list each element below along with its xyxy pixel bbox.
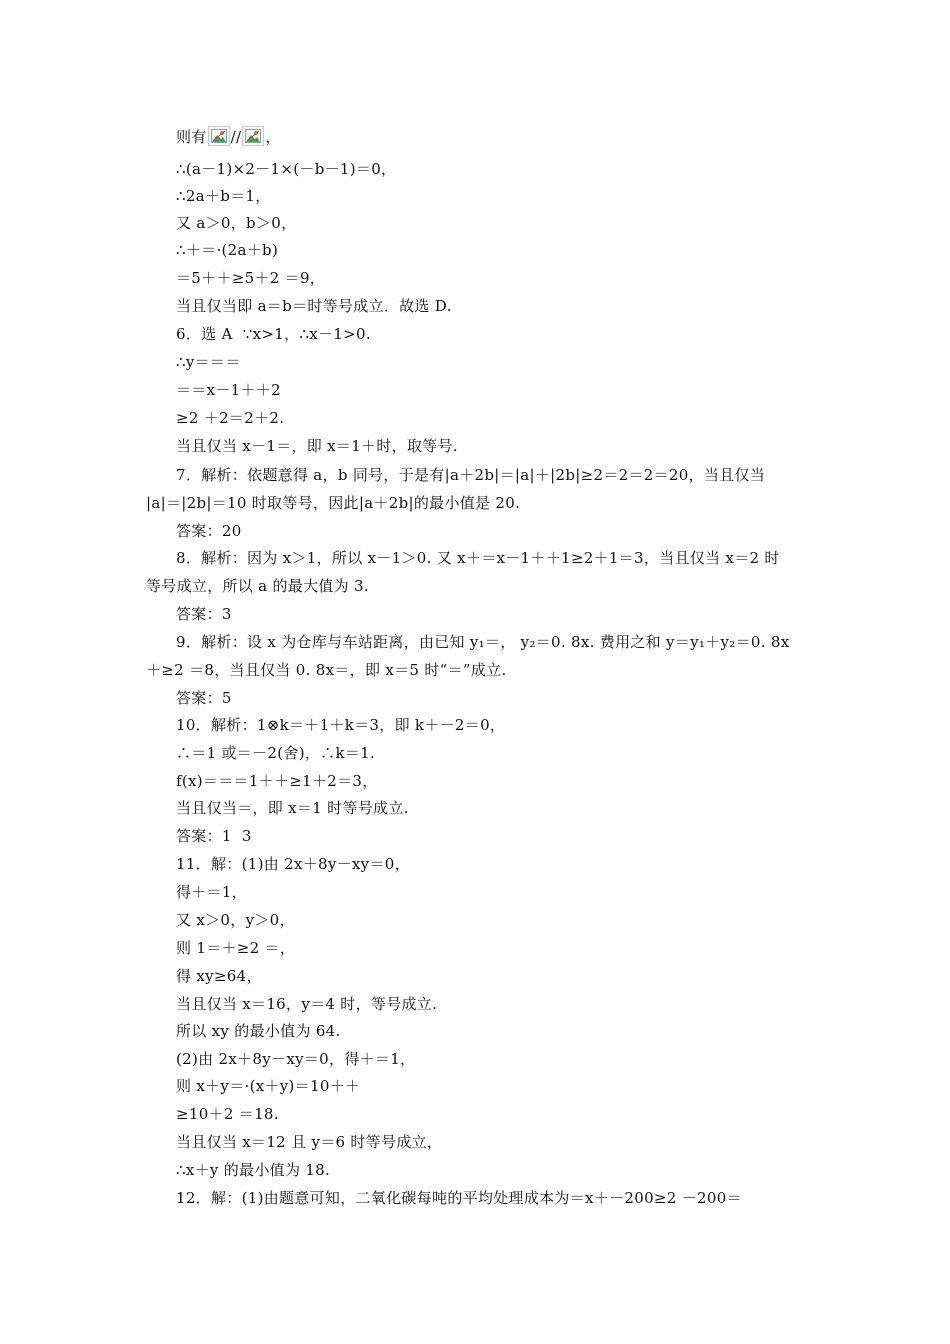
text-line: 11．解：(1)由 2x＋8y－xy＝0，: [176, 855, 410, 873]
text-line: ∴＋＝·(2a＋b): [176, 241, 279, 259]
text-line: 又 a＞0，b＞0，: [176, 214, 297, 232]
text-line: 则 1＝＋≥2 ＝，: [176, 939, 296, 957]
line-1: [176, 126, 281, 147]
text-line: 12．解：(1)由题意可知，二氧化碳每吨的平均处理成本为＝x＋－200≥2 －200＝: [176, 1189, 742, 1207]
text: //: [230, 128, 242, 146]
broken-image-icon: [242, 126, 264, 146]
text-line: 6．选 A ∵x>1，∴x－1>0.: [176, 325, 371, 343]
text-line: 7．解析：依题意得 a，b 同号，于是有|a＋2b|＝|a|＋|2b|≥2＝2＝2＝20，当且仅当: [176, 466, 766, 484]
text-line: 所以 xy 的最小值为 64.: [176, 1022, 341, 1040]
text-line: (2)由 2x＋8y－xy＝0，得＋＝1，: [176, 1050, 416, 1068]
text-line: ∴＝1 或＝－2(舍)，∴k＝1.: [176, 744, 376, 762]
text-line: 答案：3: [176, 605, 232, 623]
text-line: 答案：5: [176, 689, 232, 707]
text-line: ∴(a－1)×2－1×(－b－1)＝0，: [176, 160, 397, 178]
text-line: 10．解析：1⊗k＝＋1＋k＝3，即 k＋－2＝0，: [176, 716, 506, 734]
text-line: ＝5＋＋≥5＋2 ＝9，: [176, 269, 326, 287]
text-line: 等号成立，所以 a 的最大值为 3.: [146, 577, 369, 595]
text-line: 得＋＝1，: [176, 883, 248, 901]
text-line: 得 xy≥64，: [176, 967, 262, 985]
text: ，: [265, 128, 281, 146]
text-line: 8．解析：因为 x＞1，所以 x－1＞0. 又 x＋＝x－1＋＋1≥2＋1＝3，当且仅当 x＝2 时: [176, 549, 780, 567]
text-line: 9．解析：设 x 为仓库与车站距离，由已知 y₁＝， y₂＝0. 8x. 费用之和 y＝y₁＋y₂＝0. 8x: [176, 633, 790, 651]
text-line: 当且仅当 x＝12 且 y＝6 时等号成立，: [176, 1133, 443, 1151]
text-line: ≥2 ＋2＝2＋2.: [176, 409, 285, 427]
broken-image-icon: [208, 126, 230, 146]
text-line: 又 x＞0，y＞0，: [176, 911, 295, 929]
text-line: f(x)＝＝＝1＋＋≥1＋2＝3，: [176, 772, 378, 790]
text-line: ＝＝x－1＋＋2: [176, 381, 281, 399]
text-line: 当且仅当 x－1＝，即 x＝1＋时，取等号.: [176, 437, 458, 455]
text-line: 答案：1 3: [176, 827, 252, 845]
text-line: ≥10＋2 ＝18.: [176, 1105, 279, 1123]
text-line: 当且仅当＝，即 x＝1 时等号成立.: [176, 799, 409, 817]
text: 则有: [176, 128, 207, 146]
text-line: ∴x＋y 的最小值为 18.: [176, 1161, 331, 1179]
text-line: ＋≥2 ＝8，当且仅当 0. 8x＝，即 x＝5 时“＝”成立.: [146, 661, 507, 679]
text-line: 答案：20: [176, 522, 242, 540]
text-line: |a|＝|2b|＝10 时取等号，因此|a＋2b|的最小值是 20.: [146, 494, 521, 512]
text-line: ∴y＝＝＝: [176, 353, 241, 371]
text-line: 当且仅当即 a＝b＝时等号成立．故选 D.: [176, 297, 452, 315]
text-line: ∴2a＋b＝1，: [176, 187, 271, 205]
text-line: 则 x＋y＝·(x＋y)＝10＋＋: [176, 1077, 361, 1095]
text-line: 当且仅当 x＝16，y＝4 时，等号成立.: [176, 995, 438, 1013]
